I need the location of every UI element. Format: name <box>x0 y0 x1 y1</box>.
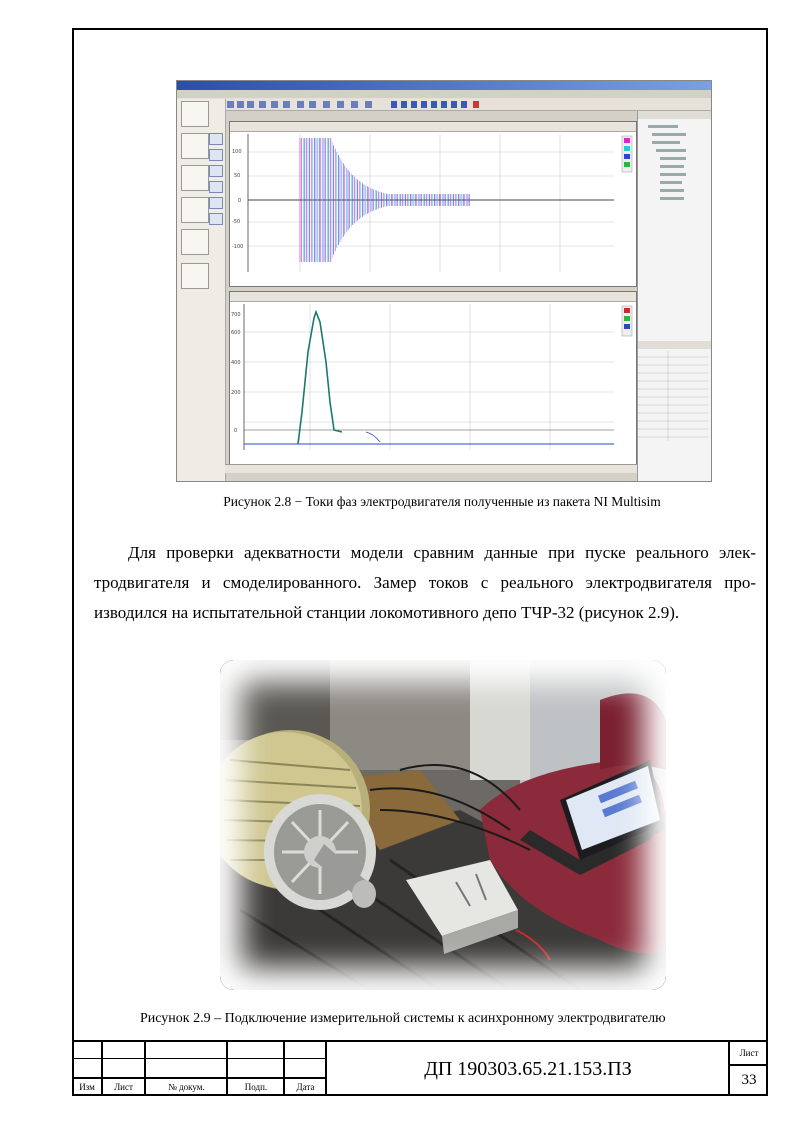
motor-test-photo <box>220 660 666 990</box>
svg-text:-50: -50 <box>232 219 241 225</box>
svg-text:0: 0 <box>234 428 238 434</box>
left-icon-column <box>207 129 223 249</box>
left-tool-panel <box>177 99 226 481</box>
tool-button <box>181 197 209 223</box>
photo-illustration <box>220 660 666 990</box>
paragraph-line: Для проверки адекватности модели сравним данные при пуске реального элек- <box>128 543 756 562</box>
upper-plot-window <box>229 121 637 287</box>
tool-button <box>181 165 209 191</box>
document-code: ДП 190303.65.21.153.ПЗ <box>424 1058 632 1080</box>
svg-text:400: 400 <box>231 360 241 366</box>
col-list-label: Лист <box>114 1082 133 1092</box>
sheet-number: 33 <box>741 1072 757 1088</box>
svg-text:200: 200 <box>231 390 241 396</box>
svg-text:50: 50 <box>234 173 241 179</box>
col-data-label: Дата <box>296 1082 315 1092</box>
tool-button <box>181 263 209 289</box>
lower-plot-toolbar <box>230 292 636 302</box>
svg-text:0: 0 <box>238 198 242 204</box>
oscillation-traces <box>300 138 470 262</box>
lower-plot-window <box>229 291 637 467</box>
toolbar-icons <box>177 99 711 111</box>
app-menubar <box>177 90 711 98</box>
tool-button <box>181 133 209 159</box>
app-toolbar <box>177 98 711 111</box>
properties-tree <box>638 111 712 481</box>
upper-plot-toolbar <box>230 122 636 132</box>
paragraph-line: изводился на испытательной станции локомотивного депо ТЧР-32 (рисунок 2.9). <box>94 603 680 622</box>
multisim-screenshot <box>176 80 712 482</box>
upper-phase-currents-plot <box>230 122 636 286</box>
svg-text:-100: -100 <box>232 244 244 250</box>
sheet-tabs-bar <box>225 464 637 473</box>
tool-button <box>181 101 209 127</box>
svg-text:600: 600 <box>231 330 241 336</box>
figure-2-9-caption: Рисунок 2.9 – Подключение измерительной системы к асинхронному электродвигателю <box>140 1011 666 1026</box>
body-paragraph <box>94 538 756 628</box>
app-titlebar <box>177 81 711 90</box>
tool-button <box>181 229 209 255</box>
col-podp-label: Подп. <box>244 1082 268 1092</box>
lower-current-envelope-plot <box>230 292 636 466</box>
col-izm-label: Изм <box>79 1082 95 1092</box>
col-docnum-label: № докум. <box>168 1082 205 1092</box>
svg-text:100: 100 <box>232 149 242 155</box>
title-block <box>72 1040 768 1096</box>
sheet-label: Лист <box>739 1048 759 1058</box>
right-properties-panel <box>637 111 712 481</box>
svg-text:700: 700 <box>231 312 241 318</box>
figure-2-8-caption: Рисунок 2.8 − Токи фаз электродвигателя полученные из пакета NI Multisim <box>223 494 661 509</box>
paragraph-line: тродвигателя и смоделированного. Замер токов с реального электродвигателя про- <box>94 573 756 592</box>
